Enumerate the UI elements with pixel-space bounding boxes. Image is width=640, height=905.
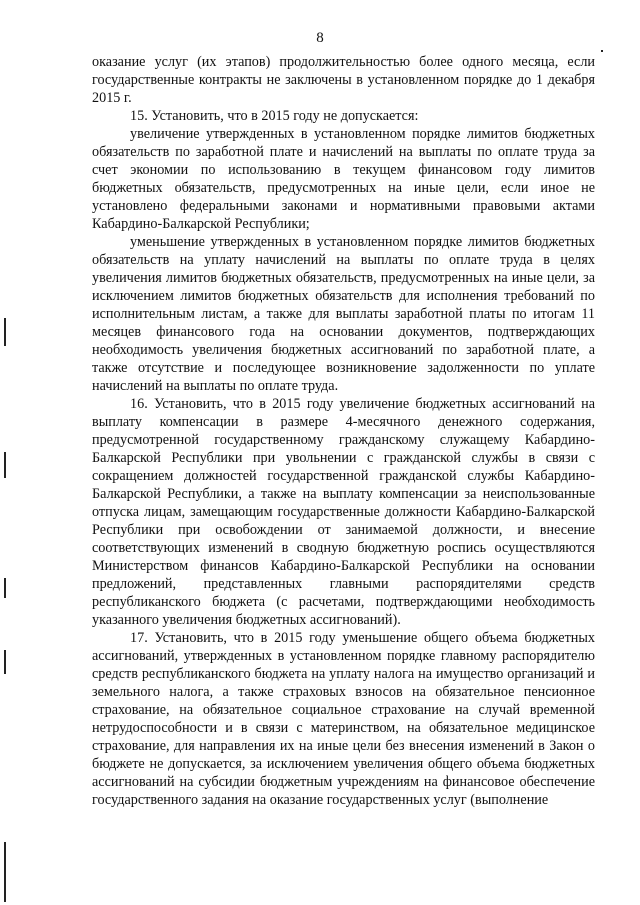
paragraph-continuation: оказание услуг (их этапов) продолжительностью более одного месяца, если государственные контракты не заключены в установленном порядке до 1 декабря 2015 г. xyxy=(92,54,595,106)
scan-mark-left-2 xyxy=(4,452,6,478)
paragraph-item-15-b: уменьшение утвержденных в установленном порядке лимитов бюджетных обязательств на уплату начислений на выплаты по оплате труда в целях увеличения лимитов бюджетных обязательств, предусмотренных на иные цели, за исключением лимитов бюджетных обязательств для исполнения требований по исполнительным листам, а также для выплаты заработной платы по итогам 11 месяцев финансового года на основании документов, подтверждающих необходимость увеличения бюджетных ассигнований по заработной плате, а также отсутствие и последующее возникновение задолженности по уплате начислений на выплаты по оплате труда. xyxy=(92,234,595,394)
document-body xyxy=(92,53,595,809)
scan-mark-left-5 xyxy=(4,842,6,902)
scan-mark-left-1 xyxy=(4,318,6,346)
paragraph-item-15: 15. Установить, что в 2015 году не допускается: xyxy=(130,108,419,124)
scan-mark-left-4 xyxy=(4,650,6,674)
page-number: 8 xyxy=(316,30,324,46)
paragraph-item-15-a: увеличение утвержденных в установленном порядке лимитов бюджетных обязательств по заработной плате и начислений на выплаты по оплате труда за счет экономии по использованию в текущем финансовом году лимитов бюджетных обязательств, предусмотренных на иные цели, если иное не установлено федеральными законами и нормативными правовыми актами Кабардино-Балкарской Республики; xyxy=(92,126,595,232)
scan-mark-left-3 xyxy=(4,578,6,598)
paragraph-item-16: 16. Установить, что в 2015 году увеличение бюджетных ассигнований на выплату компенсации в размере 4-месячного денежного содержания, предусмотренной государственному гражданскому служащему Кабардино-Балкарской Республики при увольнении с гражданской службы в связи с сокращением должностей государственной гражданской службы Кабардино-Балкарской Республики, а также на выплату компенсации за неиспользованные отпуска лицам, замещающим государственные должности Кабардино-Балкарской Республики при освобождении от занимаемой должности, и внесение соответствующих изменений в сводную бюджетную роспись осуществляются Министерством финансов Кабардино-Балкарской Республики на основании предложений, представленных главными распорядителями средств республиканского бюджета (с расчетами, подтверждающими необходимость указанного увеличения бюджетных ассигнований). xyxy=(92,396,595,628)
scan-mark-right xyxy=(601,50,603,52)
paragraph-item-17: 17. Установить, что в 2015 году уменьшение общего объема бюджетных ассигнований, утвержденных в установленном порядке главному распорядителю средств республиканского бюджета на уплату налога на имущество организаций и земельного налога, а также страховых взносов на обязательное пенсионное страхование, на обязательное социальное страхование на случай временной нетрудоспособности и в связи с материнством, на обязательное медицинское страхование, для направления их на иные цели без внесения изменений в Закон о бюджете не допускается, за исключением увеличения общего объема бюджетных ассигнований на субсидии бюджетным учреждениям на финансовое обеспечение государственного задания на оказание государственных услуг (выполнение xyxy=(92,630,595,808)
